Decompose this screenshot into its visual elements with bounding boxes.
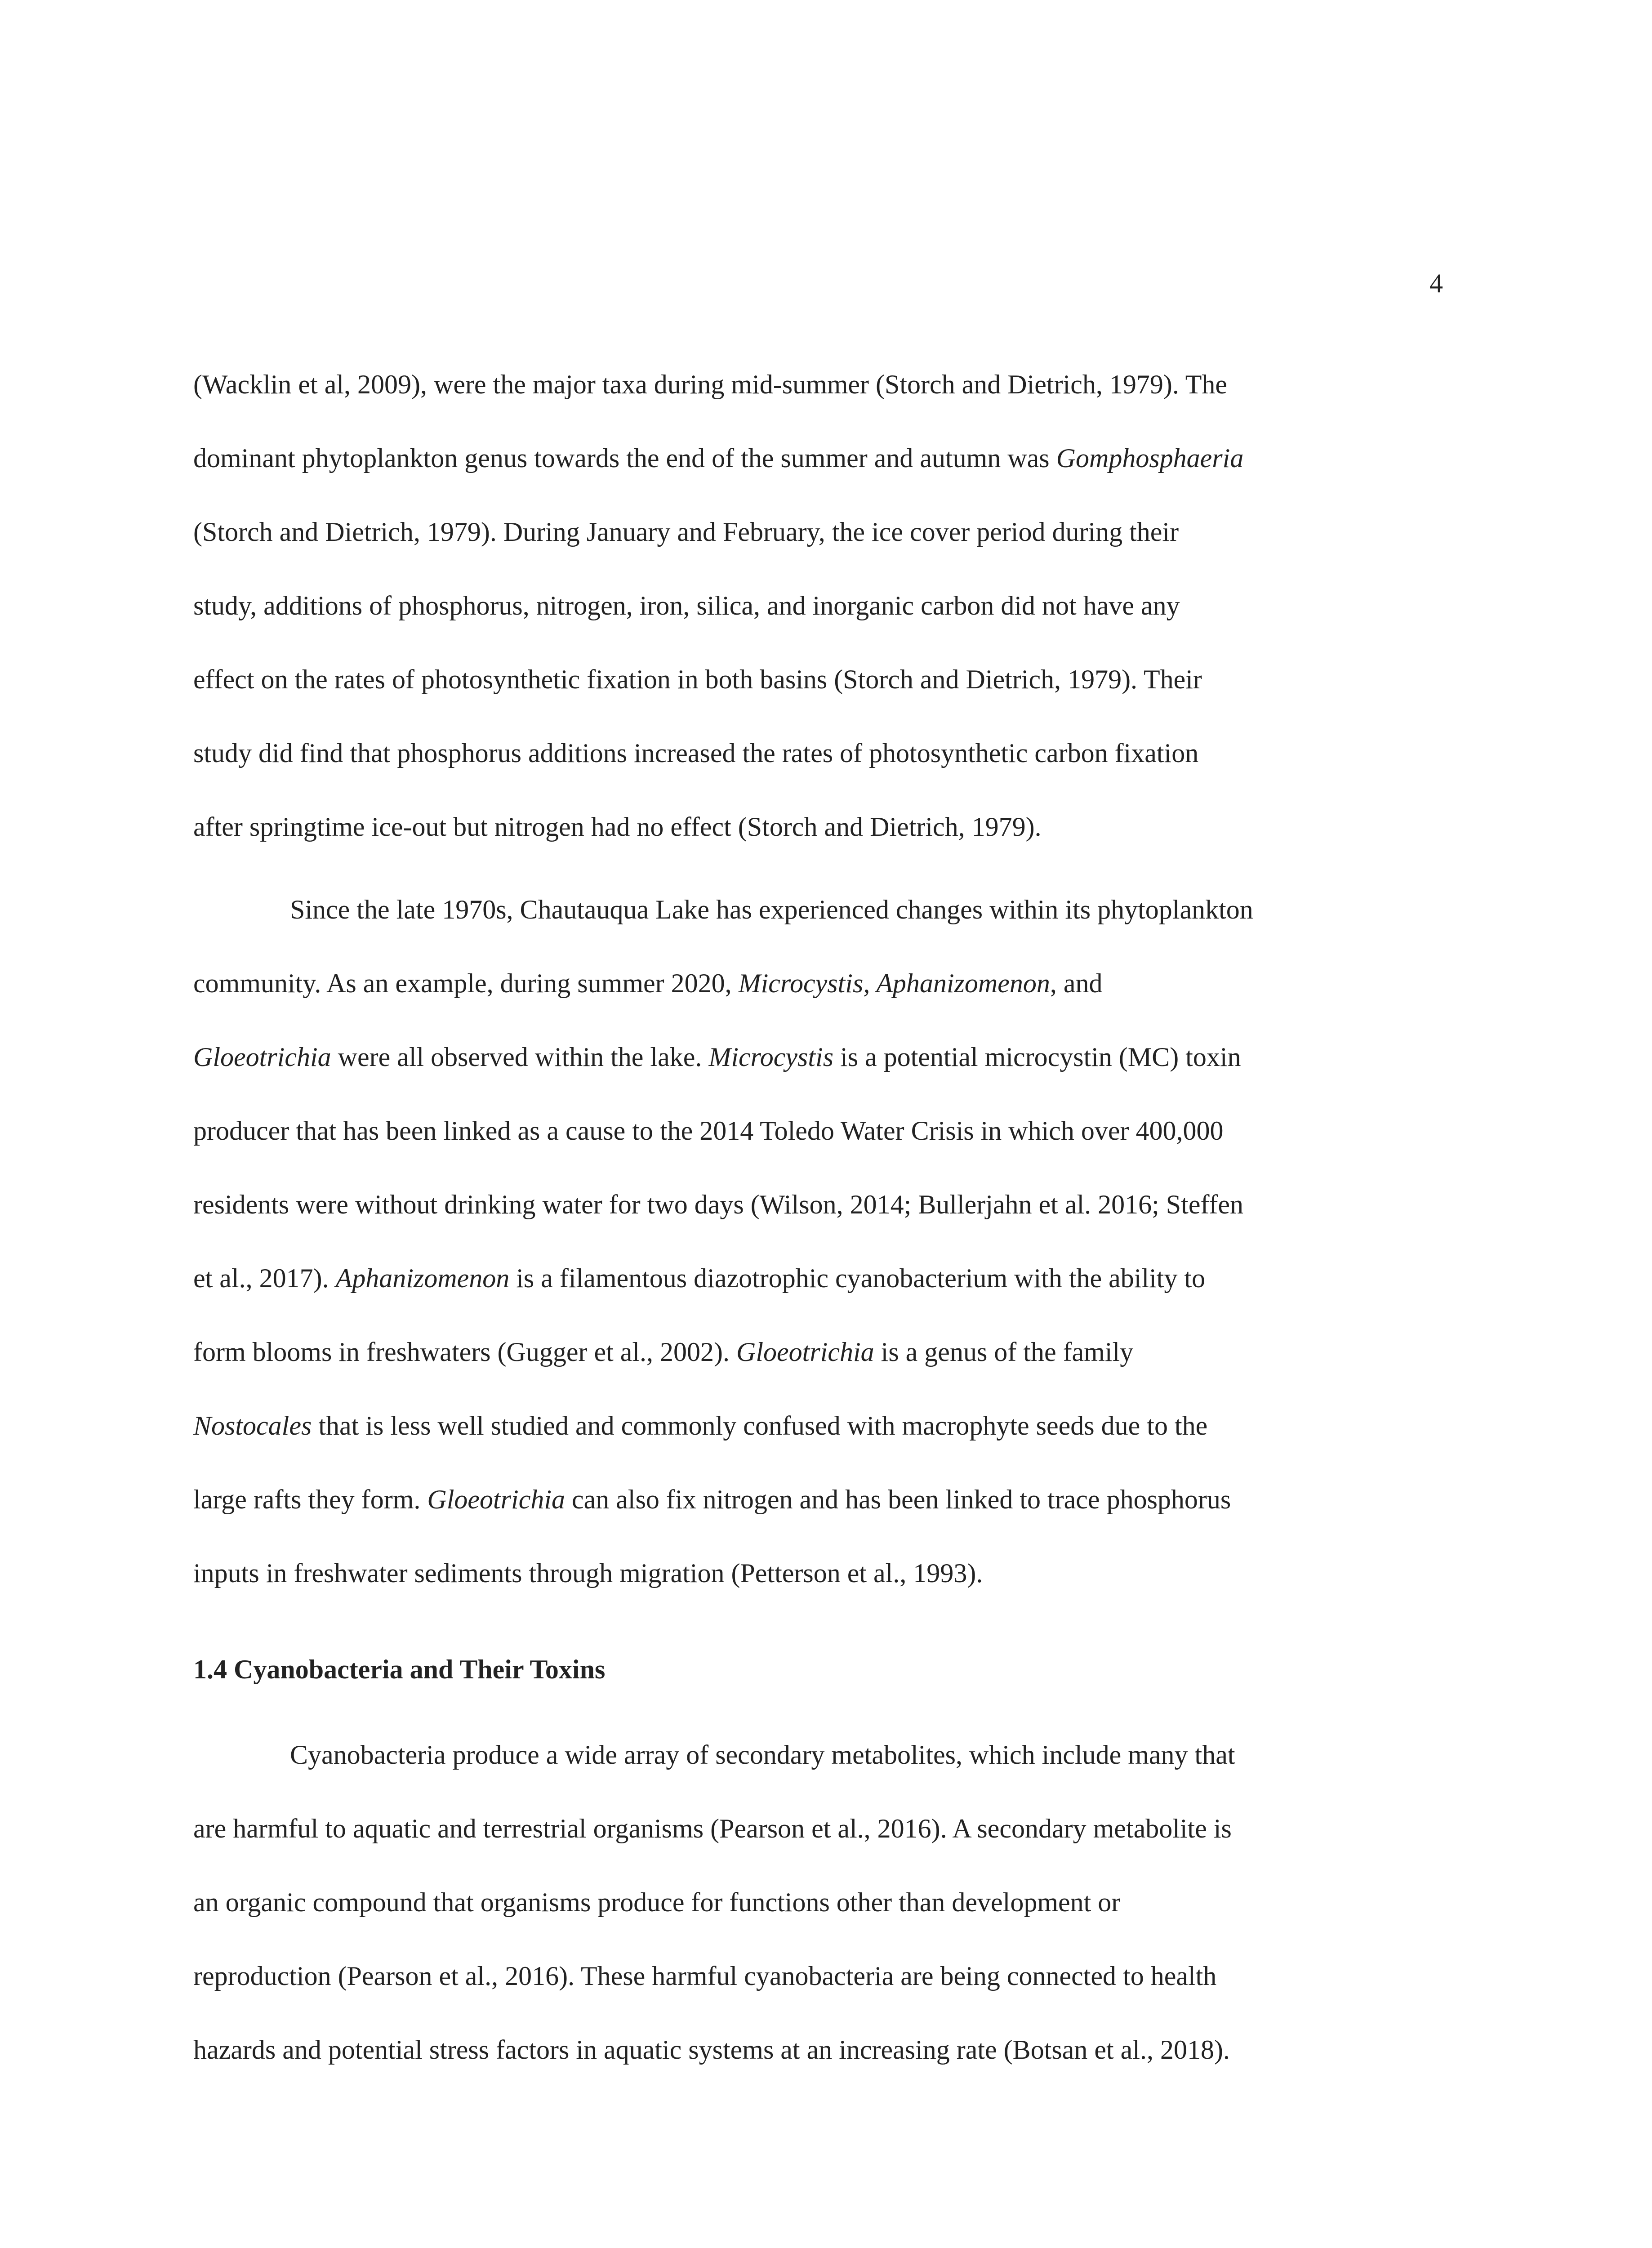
paragraph-1-line (193, 364, 1452, 438)
text-run: were all observed within the lake. (331, 1042, 709, 1072)
paragraph-2-line (193, 1184, 1452, 1258)
text-run: (Storch and Dietrich, 1979). During January and February, the ice cover period during their (193, 517, 1179, 547)
document-body (193, 364, 1452, 2103)
text-run: hazards and potential stress factors in aquatic systems at an increasing rate (Botsan et al., 2018). (193, 2035, 1230, 2065)
genus-name: Microcystis, Aphanizomenon (738, 968, 1050, 998)
paragraph-2-line (193, 889, 1452, 963)
text-run: is a potential microcystin (MC) toxin (833, 1042, 1241, 1072)
paragraph-1-line (193, 512, 1452, 585)
paragraph-3-line (193, 1956, 1452, 2029)
text-run: et al., 2017). (193, 1263, 336, 1293)
text-run: producer that has been linked as a cause to the 2014 Toledo Water Crisis in which over 400,000 (193, 1116, 1224, 1146)
text-run: after springtime ice-out but nitrogen had no effect (Storch and Dietrich, 1979). (193, 812, 1042, 842)
text-run: inputs in freshwater sediments through migration (Petterson et al., 1993). (193, 1558, 983, 1588)
paragraph-2-line (193, 1553, 1452, 1627)
text-run: study, additions of phosphorus, nitrogen, iron, silica, and inorganic carbon did not have any (193, 591, 1180, 620)
paragraph-2-line (193, 1479, 1452, 1553)
text-run: Since the late 1970s, Chautauqua Lake has experienced changes within its phytoplankton (290, 895, 1253, 924)
paragraph-2-line (193, 1405, 1452, 1479)
paragraph-2-line (193, 1258, 1452, 1332)
text-run: dominant phytoplankton genus towards the end of the summer and autumn was (193, 443, 1056, 473)
paragraph-1-line (193, 733, 1452, 807)
paragraph-2-line (193, 963, 1452, 1037)
paragraph-1-line (193, 438, 1452, 512)
text-run: is a filamentous diazotrophic cyanobacterium with the ability to (509, 1263, 1206, 1293)
text-run: reproduction (Pearson et al., 2016). These harmful cyanobacteria are being connected to health (193, 1961, 1217, 1991)
paragraph-2-line (193, 1111, 1452, 1184)
text-run: that is less well studied and commonly confused with macrophyte seeds due to the (312, 1411, 1208, 1441)
genus-name: Gloeotrichia (193, 1042, 331, 1072)
text-run: residents were without drinking water for two days (Wilson, 2014; Bullerjahn et al. 2016; Steffen (193, 1190, 1243, 1219)
text-run: effect on the rates of photosynthetic fixation in both basins (Storch and Dietrich, 1979). Their (193, 665, 1202, 694)
paragraph-3-line (193, 1808, 1452, 1882)
text-run: large rafts they form. (193, 1485, 427, 1514)
section-heading: 1.4 Cyanobacteria and Their Toxins (193, 1655, 606, 1684)
text-run: study did find that phosphorus additions increased the rates of photosynthetic carbon fixation (193, 738, 1199, 768)
page-number: 4 (1429, 268, 1443, 298)
paragraph-2-line (193, 1037, 1452, 1111)
paragraph-1-line (193, 807, 1452, 880)
genus-name: Aphanizomenon (335, 1263, 510, 1293)
text-run: Cyanobacteria produce a wide array of secondary metabolites, which include many that (290, 1740, 1235, 1770)
text-run: an organic compound that organisms produce for functions other than development or (193, 1887, 1121, 1917)
text-run: is a genus of the family (874, 1337, 1134, 1367)
text-run: (Wacklin et al, 2009), were the major taxa during mid-summer (Storch and Dietrich, 1979). The (193, 370, 1228, 399)
text-run: can also fix nitrogen and has been linked to trace phosphorus (565, 1485, 1231, 1514)
text-run: are harmful to aquatic and terrestrial organisms (Pearson et al., 2016). A secondary metabolite is (193, 1814, 1232, 1843)
text-run: form blooms in freshwaters (Gugger et al., 2002). (193, 1337, 737, 1367)
genus-name: Microcystis (708, 1042, 834, 1072)
paragraph-3-line (193, 1735, 1452, 1808)
paragraph-1-line (193, 585, 1452, 659)
paragraph-2-line (193, 1332, 1452, 1405)
genus-name: Gomphosphaeria (1056, 443, 1244, 473)
genus-name: Gloeotrichia (427, 1485, 565, 1514)
paragraph-3-line (193, 2029, 1452, 2103)
taxon-name: Nostocales (193, 1411, 312, 1441)
text-run: community. As an example, during summer 2020, (193, 968, 739, 998)
paragraph-1-line (193, 659, 1452, 733)
genus-name: Gloeotrichia (736, 1337, 874, 1367)
text-run: , and (1050, 968, 1103, 998)
paragraph-3-line (193, 1882, 1452, 1956)
